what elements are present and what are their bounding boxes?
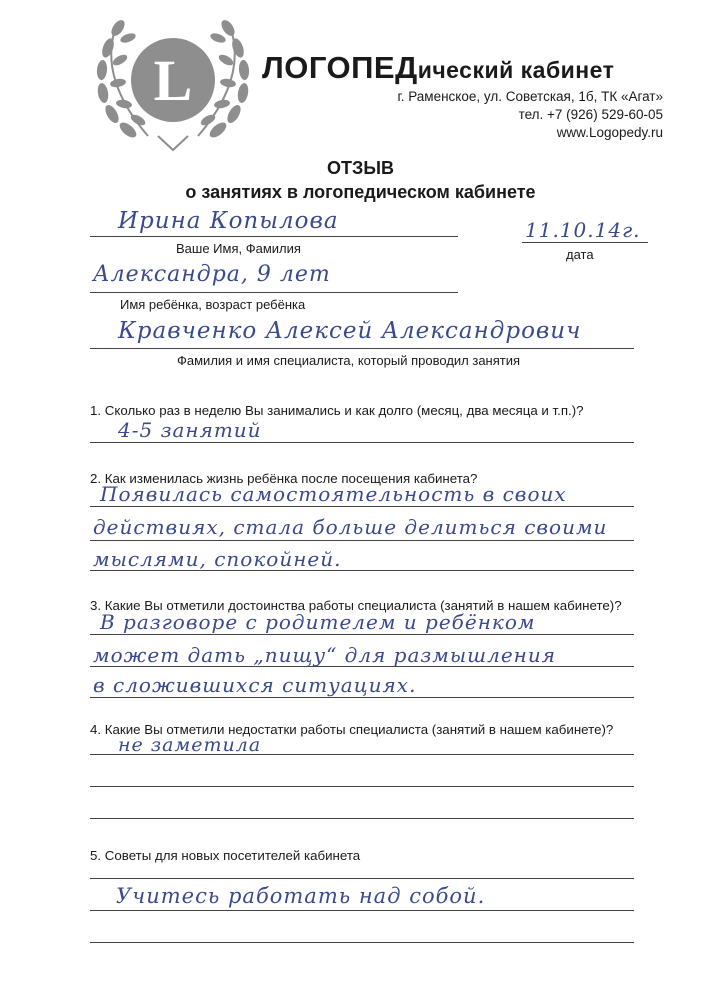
answer-line — [90, 540, 634, 541]
answer-line — [90, 910, 634, 911]
handwritten-specialist: Кравченко Алексей Александрович — [118, 318, 582, 344]
question-3: 3. Какие Вы отметили достоинства работы специалиста (занятий в нашем кабинете)? — [90, 598, 622, 613]
question-1: 1. Сколько раз в неделю Вы занимались и как долго (месяц, два месяца и т.п.)? — [90, 403, 584, 418]
answer-line — [90, 506, 634, 507]
answer-2-line-2: действиях, стала больше делиться своими — [93, 515, 608, 539]
name-line — [90, 236, 458, 237]
answer-2-line-1: Появилась самостоятельность в своих — [100, 482, 567, 506]
question-2: 2. Как изменилась жизнь ребёнка после посещения кабинета? — [90, 471, 478, 486]
logo-letter: L — [153, 48, 193, 113]
answer-line — [90, 942, 634, 943]
answer-4-line-1: не заметила — [118, 734, 262, 756]
answer-line — [90, 570, 634, 571]
answer-line — [90, 697, 634, 698]
address: г. Раменское, ул. Советская, 1б, ТК «Агат» — [397, 89, 663, 104]
answer-1-line-1: 4-5 занятий — [118, 418, 262, 442]
question-5: 5. Советы для новых посетителей кабинета — [90, 848, 361, 863]
brand-rest: ический кабинет — [417, 57, 615, 83]
date-line — [522, 242, 648, 243]
question-4: 4. Какие Вы отметили недостатки работы специалиста (занятий в нашем кабинете)? — [90, 722, 614, 737]
form-subtitle: о занятиях в логопедическом кабинете — [185, 182, 536, 202]
handwritten-name: Ирина Копылова — [118, 208, 339, 234]
handwritten-child: Александра, 9 лет — [93, 262, 331, 287]
date-label: дата — [566, 247, 594, 262]
child-line — [90, 292, 458, 293]
answer-line — [90, 666, 634, 667]
answer-line — [90, 786, 634, 787]
answer-line — [90, 634, 634, 635]
specialist-label: Фамилия и имя специалиста, который проводил занятия — [177, 353, 521, 368]
form-title: ОТЗЫВ — [327, 158, 394, 178]
answer-3-line-2: может дать „пищу“ для размышления — [93, 643, 556, 667]
brand-name — [262, 50, 614, 86]
child-label: Имя ребёнка, возраст ребёнка — [120, 297, 306, 312]
answer-line — [90, 818, 634, 819]
handwritten-date: 11.10.14г. — [525, 218, 641, 242]
laurel-logo — [88, 8, 258, 158]
answer-3-line-3: в сложившихся ситуациях. — [93, 673, 417, 697]
answer-3-line-1: В разговоре с родителем и ребёнком — [100, 610, 536, 634]
answer-line — [90, 878, 634, 879]
answer-2-line-3: мыслями, спокойней. — [93, 547, 342, 571]
specialist-line — [90, 348, 634, 349]
answer-line — [90, 754, 634, 755]
answer-line — [90, 442, 634, 443]
brand-main: ЛОГОПЕД — [262, 50, 418, 85]
answer-5-line-1: Учитесь работать над собой. — [116, 884, 486, 908]
name-label: Ваше Имя, Фамилия — [176, 241, 301, 256]
website: www.Logopedy.ru — [556, 125, 663, 140]
phone: тел. +7 (926) 529-60-05 — [518, 107, 663, 122]
